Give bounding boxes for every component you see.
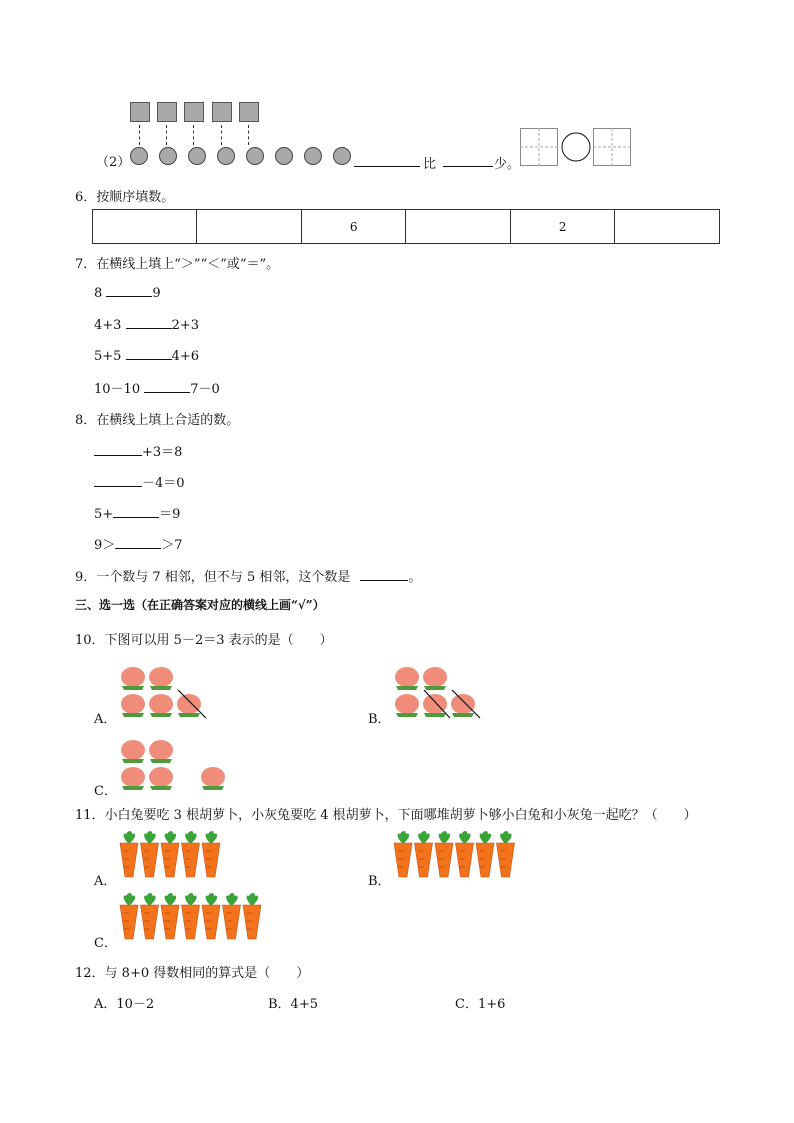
expr-right: 9: [152, 286, 161, 301]
dashed-connector: [193, 125, 194, 145]
q8-row: [94, 472, 185, 491]
carrot-group-b: [391, 831, 521, 879]
peach-icon: [423, 667, 447, 690]
seq-cell[interactable]: [406, 210, 510, 244]
q9-text: 9．一个数与 7 相邻，但不与 5 相邻，这个数是: [75, 570, 351, 585]
q8-row: [94, 503, 180, 522]
option-b[interactable]: B．4+5: [268, 997, 318, 1012]
gray-circle: [246, 147, 264, 165]
dashed-connector: [166, 125, 167, 145]
peach-icon: [121, 767, 145, 790]
q7-row: [94, 284, 161, 301]
expr-left: 4+3: [94, 318, 122, 333]
dashed-connector: [139, 125, 140, 145]
seq-cell[interactable]: [197, 210, 301, 244]
option-b-label[interactable]: B．: [368, 712, 391, 727]
carrot-icon: [223, 893, 241, 939]
carrot-group-a: [117, 831, 229, 879]
q7-title: 7．在横线上填上“＞”“＜”或“＝”。: [75, 257, 280, 272]
answer-blank[interactable]: [126, 316, 172, 329]
expr-left: 5+5: [94, 349, 122, 364]
gray-square: [130, 102, 150, 122]
carrot-icon: [476, 831, 494, 877]
gray-square: [184, 102, 204, 122]
gray-circle: [304, 147, 322, 165]
sequence-table: [92, 209, 720, 244]
seq-cell: 6: [301, 210, 405, 244]
expr-left: 9＞: [94, 538, 116, 553]
carrot-icon: [456, 831, 474, 877]
answer-blank[interactable]: [354, 152, 420, 167]
expr-right: 4+6: [171, 349, 200, 364]
less-word: 少。: [494, 157, 521, 172]
gray-square: [212, 102, 232, 122]
peach-icon: [423, 694, 447, 717]
carrot-icon: [202, 831, 220, 877]
peach-icon: [177, 694, 201, 717]
expr-right: 7－0: [190, 382, 220, 397]
q7-row: [94, 378, 220, 397]
expr-right: +3＝8: [142, 445, 183, 460]
answer-blank[interactable]: [94, 474, 142, 487]
carrot-group-c: [117, 893, 267, 941]
peach-icon: [149, 767, 173, 790]
q6-title: 6．按顺序填数。: [75, 190, 175, 205]
expr-right: －4＝0: [142, 476, 185, 491]
peach-group-b: [392, 660, 487, 720]
q8-title: 8．在横线上填上合适的数。: [75, 413, 240, 428]
q11-title: 11．小白兔要吃 3 根胡萝卜，小灰兔要吃 4 根胡萝卜，下面哪堆胡萝卜够小白兔和小灰兔一起吃？（ ）: [75, 808, 697, 823]
peach-icon: [451, 694, 475, 717]
option-a[interactable]: A．10－2: [94, 997, 155, 1012]
answer-blank[interactable]: [113, 505, 159, 518]
q5-label: （2）: [96, 155, 131, 170]
answer-blank[interactable]: [115, 536, 161, 549]
answer-blank[interactable]: [443, 152, 493, 167]
seq-cell: 2: [510, 210, 614, 244]
seq-cell[interactable]: [615, 210, 720, 244]
carrot-icon: [202, 893, 220, 939]
answer-blank[interactable]: [106, 284, 152, 297]
expr-left: 8: [94, 286, 103, 301]
option-c[interactable]: C．1+6: [455, 997, 506, 1012]
dashed-connector: [248, 125, 249, 145]
gray-circle: [275, 147, 293, 165]
q9-end: 。: [408, 570, 422, 585]
carrot-icon: [141, 893, 159, 939]
peach-icon: [121, 667, 145, 690]
gray-circle: [130, 147, 148, 165]
answer-blank[interactable]: [94, 443, 142, 456]
option-a-label[interactable]: A．: [94, 712, 117, 727]
peach-group-c: [118, 733, 230, 793]
gray-square: [157, 102, 177, 122]
gray-square: [239, 102, 259, 122]
seq-cell[interactable]: [93, 210, 197, 244]
peach-icon: [121, 740, 145, 763]
carrot-icon: [120, 893, 138, 939]
peach-icon: [395, 667, 419, 690]
expr-left: 10－10: [94, 382, 141, 397]
q8-row: [94, 534, 183, 553]
q7-row: [94, 347, 199, 364]
peach-icon: [149, 740, 173, 763]
carrot-icon: [394, 831, 412, 877]
answer-blank[interactable]: [144, 380, 190, 393]
section-3-title: 三、选一选（在正确答案对应的横线上画“√”）: [75, 598, 325, 612]
expr-left: 5+: [94, 507, 114, 522]
carrot-icon: [141, 831, 159, 877]
peach-icon: [201, 767, 225, 790]
q9-question: [75, 566, 422, 585]
carrot-icon: [243, 893, 261, 939]
expr-right: ＞7: [161, 538, 183, 553]
gray-circle: [188, 147, 206, 165]
answer-blank[interactable]: [126, 347, 172, 360]
carrot-icon: [415, 831, 433, 877]
expr-right: 2+3: [171, 318, 200, 333]
dashed-connector: [221, 125, 222, 145]
peach-icon: [121, 694, 145, 717]
peach-icon: [395, 694, 419, 717]
gray-circle: [333, 147, 351, 165]
expr-right: ＝9: [159, 507, 181, 522]
peach-icon: [149, 667, 173, 690]
compare-word: 比: [423, 157, 437, 172]
option-c-label[interactable]: C．: [94, 936, 117, 951]
peach-group-a: [118, 660, 213, 720]
gray-circle: [159, 147, 177, 165]
q8-row: [94, 441, 182, 460]
carrot-icon: [182, 893, 200, 939]
peach-icon: [149, 694, 173, 717]
option-c-label[interactable]: C．: [94, 784, 117, 799]
answer-boxes[interactable]: [520, 128, 632, 168]
carrot-icon: [435, 831, 453, 877]
carrot-icon: [120, 831, 138, 877]
option-a-label[interactable]: A．: [94, 874, 117, 889]
option-b-label[interactable]: B．: [368, 874, 391, 889]
gray-circle: [217, 147, 235, 165]
carrot-icon: [161, 893, 179, 939]
q10-title: 10．下图可以用 5－2＝3 表示的是（ ）: [75, 633, 333, 648]
q7-row: [94, 316, 199, 333]
q12-title: 12．与 8+0 得数相同的算式是（ ）: [75, 966, 310, 981]
carrot-icon: [497, 831, 515, 877]
carrot-icon: [161, 831, 179, 877]
carrot-icon: [182, 831, 200, 877]
answer-blank[interactable]: [360, 568, 408, 581]
